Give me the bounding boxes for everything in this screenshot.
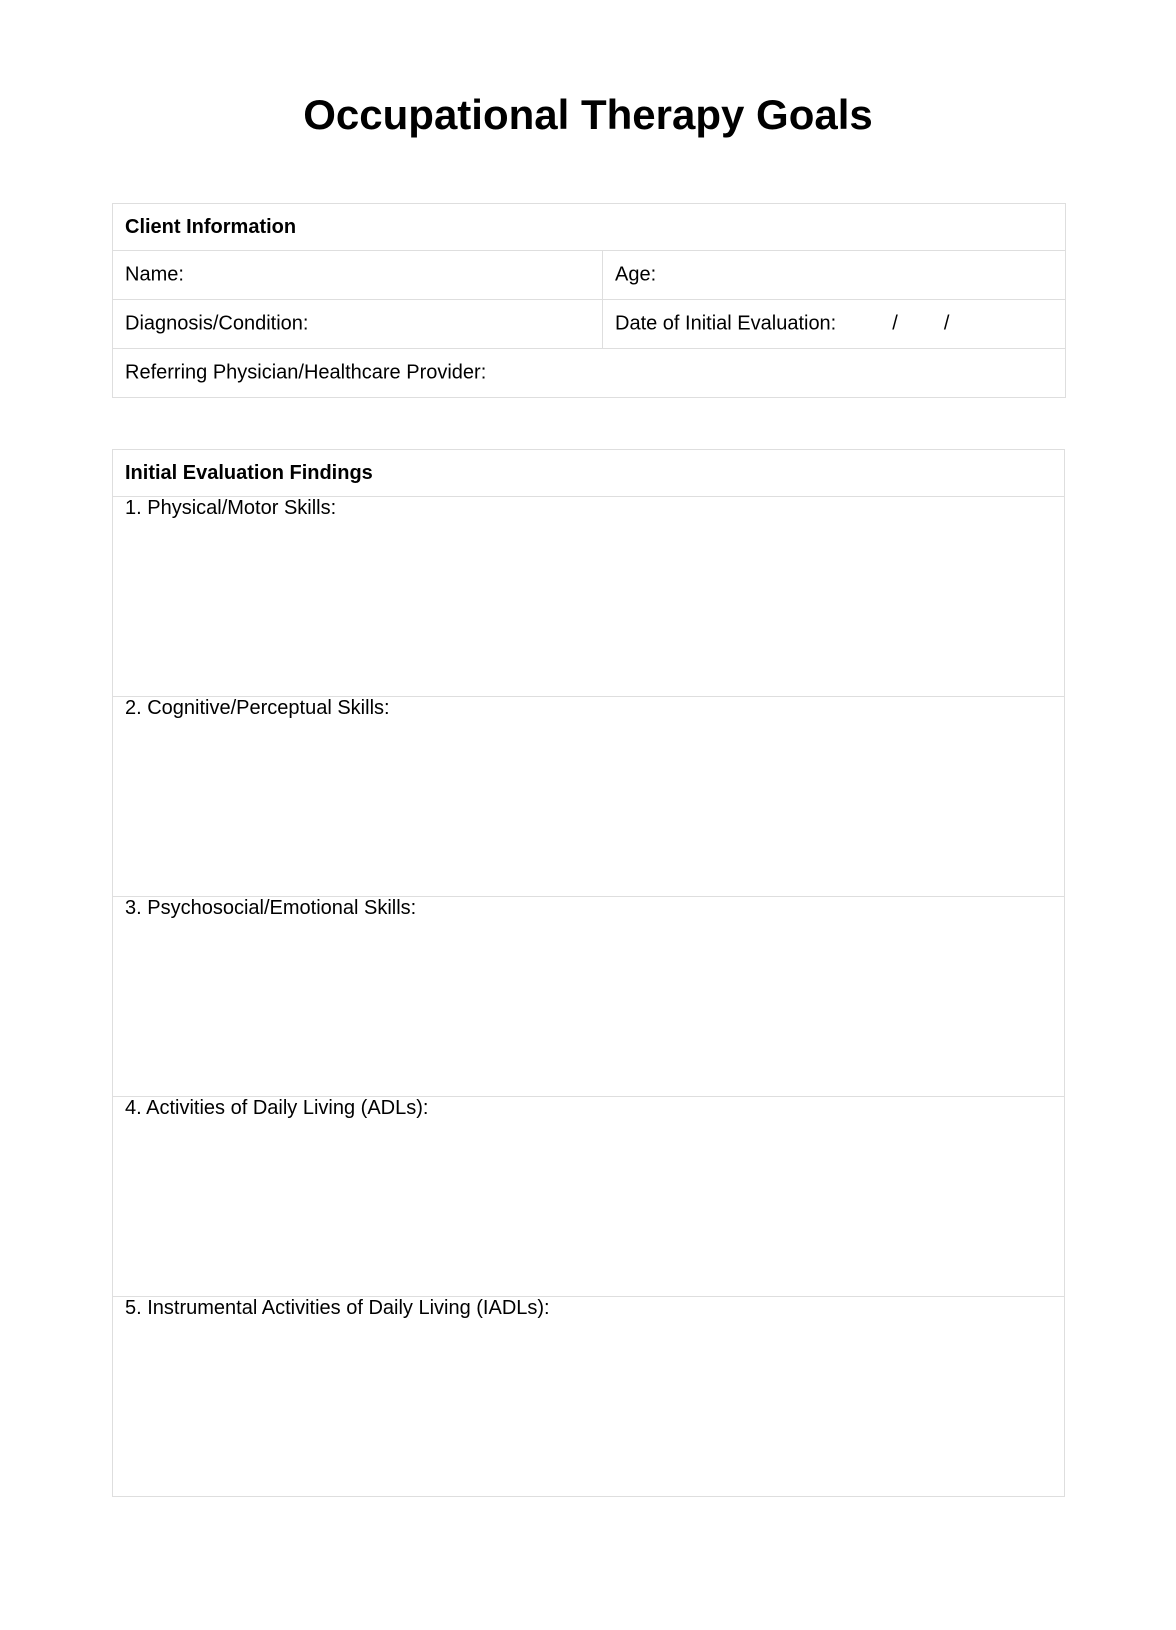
physical-motor-skills-label: 1. Physical/Motor Skills: <box>125 497 337 519</box>
table-row <box>113 450 1065 497</box>
initial-evaluation-section-title: Initial Evaluation Findings <box>113 450 1065 497</box>
table-row <box>113 204 1066 251</box>
table-row <box>113 300 1066 349</box>
referring-physician-input-area[interactable] <box>492 361 502 385</box>
referring-physician-field-cell <box>113 349 1066 398</box>
referring-physician-label: Referring Physician/Healthcare Provider: <box>125 361 487 384</box>
cognitive-perceptual-skills-notes-area[interactable] <box>125 726 1052 876</box>
date-separator-icon: / <box>892 312 898 335</box>
adls-cell <box>113 1097 1065 1297</box>
initial-evaluation-findings-table <box>112 449 1065 1497</box>
iadls-notes-area[interactable] <box>125 1326 1052 1476</box>
psychosocial-emotional-skills-cell <box>113 897 1065 1097</box>
evaluation-date-month-area[interactable] <box>836 312 892 336</box>
iadls-label: 5. Instrumental Activities of Daily Living (IADLs): <box>125 1297 550 1319</box>
psychosocial-emotional-skills-label: 3. Psychosocial/Emotional Skills: <box>125 897 417 919</box>
psychosocial-emotional-skills-notes-area[interactable] <box>125 926 1052 1076</box>
table-row <box>113 349 1066 398</box>
evaluation-date-label: Date of Initial Evaluation: <box>615 312 837 335</box>
adls-notes-area[interactable] <box>125 1126 1052 1276</box>
client-information-section-title: Client Information <box>113 204 1066 251</box>
adls-label: 4. Activities of Daily Living (ADLs): <box>125 1097 429 1119</box>
age-label: Age: <box>615 263 657 286</box>
age-input-area[interactable] <box>662 263 672 287</box>
cognitive-perceptual-skills-label: 2. Cognitive/Perceptual Skills: <box>125 697 390 719</box>
diagnosis-field-cell <box>113 300 603 349</box>
name-input-area[interactable] <box>189 263 199 287</box>
diagnosis-label: Diagnosis/Condition: <box>125 312 309 335</box>
table-row <box>113 1097 1065 1297</box>
iadls-cell <box>113 1297 1065 1497</box>
date-separator-icon: / <box>943 312 950 335</box>
evaluation-date-field-cell <box>603 300 1066 349</box>
age-field-cell <box>603 251 1066 300</box>
diagnosis-input-area[interactable] <box>314 312 324 336</box>
table-row <box>113 897 1065 1097</box>
physical-motor-skills-cell <box>113 497 1065 697</box>
physical-motor-skills-notes-area[interactable] <box>125 526 1052 676</box>
table-row <box>113 497 1065 697</box>
page-title: Occupational Therapy Goals <box>303 91 873 138</box>
name-label: Name: <box>125 263 184 286</box>
table-row <box>113 1297 1065 1497</box>
name-field-cell <box>113 251 603 300</box>
table-row <box>113 251 1066 300</box>
evaluation-date-day-area[interactable] <box>898 312 944 336</box>
evaluation-date-year-area[interactable] <box>949 312 959 336</box>
client-information-table <box>112 203 1066 398</box>
cognitive-perceptual-skills-cell <box>113 697 1065 897</box>
table-row <box>113 697 1065 897</box>
